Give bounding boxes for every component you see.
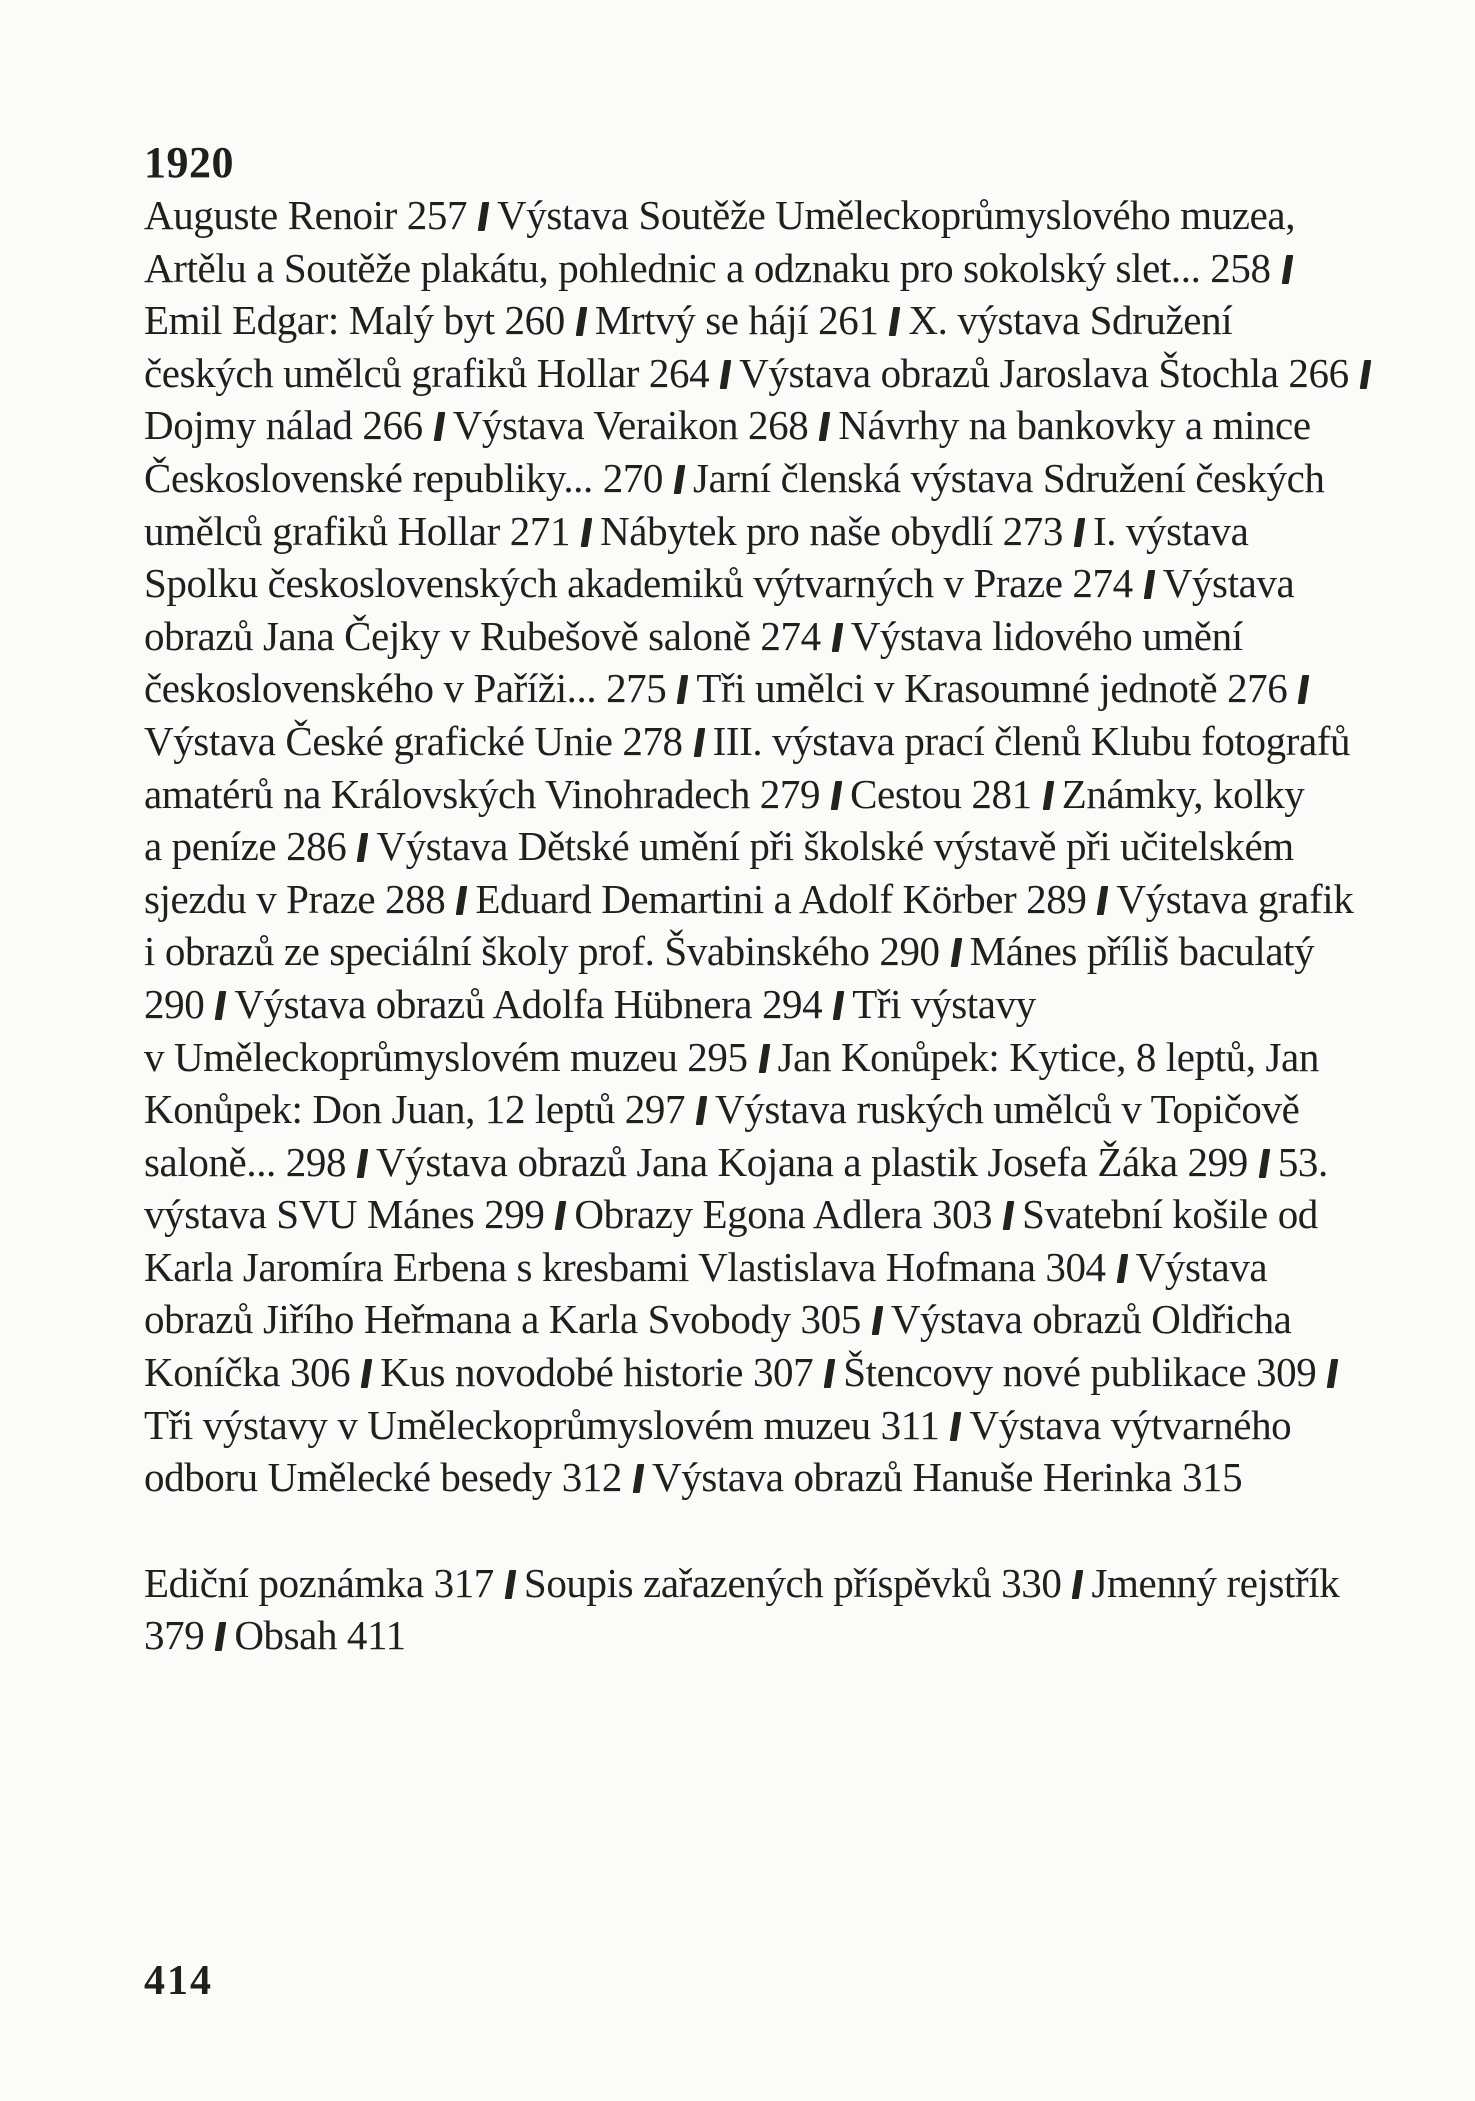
toc-line: [144, 399, 1434, 452]
toc-entry-text: Tři umělci v Krasoumné jednotě 276: [696, 665, 1288, 712]
toc-entry-text: Výstava České grafické Unie 278: [144, 717, 683, 764]
back-matter-line: [144, 1557, 1434, 1610]
entry-separator-bar: [215, 1622, 227, 1651]
toc-entry-text: Výstava: [1162, 560, 1295, 607]
toc-line: [144, 1451, 1434, 1504]
toc-entry-text: Svatební košile od: [1022, 1191, 1318, 1238]
entry-separator-bar: [633, 1464, 645, 1493]
toc-entry-text: výstava SVU Mánes 299: [144, 1191, 545, 1238]
entry-separator-bar: [357, 1149, 369, 1178]
toc-entry-text: Obsah 411: [234, 1612, 406, 1659]
toc-entry-text: Výstava výtvarného: [969, 1401, 1292, 1448]
toc-entry-text: Emil Edgar: Malý byt 260: [144, 297, 565, 344]
toc-entry-text: Obrazy Egona Adlera 303: [574, 1191, 993, 1238]
entry-separator-bar: [1003, 1201, 1015, 1230]
toc-entry-text: Artělu a Soutěže plakátu, pohlednic a odznaku pro sokolský slet... 258: [144, 244, 1271, 291]
toc-entry-text: Koníčka 306: [144, 1349, 351, 1396]
toc-entry-text: Výstava Soutěže Uměleckoprůmyslového muzea,: [497, 192, 1296, 238]
toc-entry-text: Eduard Demartini a Adolf Körber 289: [475, 875, 1087, 922]
toc-entry-text: českých umělců grafiků Hollar 264: [144, 349, 710, 396]
entry-separator-bar: [819, 412, 831, 441]
toc-line: [144, 715, 1434, 768]
toc-entry-text: I. výstava: [1092, 507, 1249, 554]
entry-separator-bar: [758, 1044, 770, 1073]
toc-line: [144, 452, 1434, 505]
toc-entry-text: 379: [144, 1612, 205, 1659]
toc-line: [144, 662, 1434, 715]
entry-separator-bar: [674, 465, 686, 494]
entry-separator-bar: [1259, 1149, 1271, 1178]
toc-entry-text: Karla Jaromíra Erbena s kresbami Vlastislava Hofmana 304: [144, 1243, 1106, 1290]
entry-separator-bar: [1298, 675, 1310, 704]
entry-separator-bar: [831, 623, 843, 652]
toc-entry-text: Výstava obrazů Oldřicha: [890, 1296, 1292, 1343]
toc-entry-text: amatérů na Královských Vinohradech 279: [144, 770, 821, 817]
toc-entry-text: umělců grafiků Hollar 271: [144, 507, 571, 554]
toc-section-1920: [144, 189, 1434, 1504]
toc-entry-text: Auguste Renoir 257: [144, 192, 468, 238]
entry-separator-bar: [1281, 255, 1293, 284]
entry-separator-bar: [433, 412, 445, 441]
toc-entry-text: Kus novodobé historie 307: [380, 1349, 814, 1396]
toc-line: [144, 557, 1434, 610]
toc-line: [144, 1188, 1434, 1241]
toc-entry-text: Mánes příliš baculatý: [969, 928, 1315, 975]
entry-separator-bar: [833, 991, 845, 1020]
entry-separator-bar: [555, 1201, 567, 1230]
toc-entry-text: Výstava obrazů Jana Kojana a plastik Josefa Žáka 299: [376, 1138, 1248, 1185]
entry-separator-bar: [696, 1096, 708, 1125]
toc-line: [144, 1293, 1434, 1346]
toc-line: [144, 610, 1434, 663]
back-matter-line: [144, 1609, 1434, 1662]
toc-entry-text: Výstava ruských umělců v Topičově: [715, 1086, 1300, 1133]
entry-separator-bar: [831, 781, 843, 810]
toc-entry-text: Dojmy nálad 266: [144, 402, 423, 449]
entry-separator-bar: [576, 307, 588, 336]
toc-entry-text: československého v Paříži... 275: [144, 665, 667, 712]
toc-line: [144, 189, 1434, 242]
toc-entry-text: Československé republiky... 270: [144, 454, 664, 501]
toc-line: [144, 294, 1434, 347]
toc-entry-text: Výstava Veraikon 268: [452, 402, 809, 449]
toc-entry-text: Mrtvý se hájí 261: [594, 297, 879, 344]
entry-separator-bar: [1042, 781, 1054, 810]
text-block: [144, 136, 1434, 1662]
entry-separator-bar: [693, 728, 705, 757]
toc-entry-text: saloně... 298: [144, 1138, 347, 1185]
entry-separator-bar: [1359, 360, 1371, 389]
toc-entry-text: i obrazů ze speciální školy prof. Švabinského 290: [144, 928, 940, 975]
entry-separator-bar: [872, 1306, 884, 1335]
entry-separator-bar: [361, 1359, 373, 1388]
entry-separator-bar: [581, 518, 593, 547]
toc-entry-text: Výstava grafik: [1116, 875, 1354, 922]
toc-entry-text: Ediční poznámka 317: [144, 1559, 494, 1606]
entry-separator-bar: [1097, 886, 1109, 915]
toc-line: [144, 768, 1434, 821]
entry-separator-bar: [1327, 1359, 1339, 1388]
toc-entry-text: v Uměleckoprůmyslovém muzeu 295: [144, 1033, 748, 1080]
toc-entry-text: X. výstava Sdružení: [908, 297, 1233, 344]
back-matter-section: [144, 1557, 1434, 1662]
toc-entry-text: III. výstava prací členů Klubu fotografů: [712, 717, 1351, 764]
toc-entry-text: Nábytek pro naše obydlí 273: [600, 507, 1063, 554]
entry-separator-bar: [1116, 1254, 1128, 1283]
entry-separator-bar: [889, 307, 901, 336]
toc-line: [144, 820, 1434, 873]
toc-entry-text: Jmenný rejstřík: [1091, 1559, 1340, 1606]
toc-entry-text: Konůpek: Don Juan, 12 leptů 297: [144, 1086, 686, 1133]
toc-line: [144, 1136, 1434, 1189]
entry-separator-bar: [1143, 570, 1155, 599]
toc-line: [144, 1083, 1434, 1136]
toc-line: [144, 347, 1434, 400]
toc-entry-text: Soupis zařazených příspěvků 330: [523, 1559, 1062, 1606]
entry-separator-bar: [478, 202, 490, 231]
year-heading: 1920: [144, 138, 234, 187]
toc-entry-text: Spolku československých akademiků výtvarných v Praze 274: [144, 560, 1133, 607]
toc-line: [144, 1399, 1434, 1452]
entry-separator-bar: [1072, 1570, 1084, 1599]
toc-entry-text: Výstava obrazů Jaroslava Štochla 266: [739, 349, 1349, 396]
entry-separator-bar: [1074, 518, 1086, 547]
toc-entry-text: Cestou 281: [850, 770, 1032, 817]
toc-entry-text: a peníze 286: [144, 823, 347, 870]
entry-separator-bar: [950, 938, 962, 967]
toc-line: [144, 873, 1434, 926]
toc-entry-text: sjezdu v Praze 288: [144, 875, 446, 922]
toc-entry-text: Výstava obrazů Adolfa Hübnera 294: [234, 980, 823, 1027]
toc-entry-text: Známky, kolky: [1061, 770, 1305, 817]
entry-separator-bar: [677, 675, 689, 704]
toc-line: [144, 925, 1434, 978]
entry-separator-bar: [720, 360, 732, 389]
toc-line: [144, 1346, 1434, 1399]
toc-line: [144, 242, 1434, 295]
toc-line: [144, 1031, 1434, 1084]
entry-separator-bar: [456, 886, 468, 915]
toc-entry-text: Návrhy na bankovky a mince: [838, 402, 1311, 449]
toc-entry-text: Výstava Dětské umění při školské výstavě při učitelském: [376, 823, 1294, 870]
entry-separator-bar: [950, 1412, 962, 1441]
entry-separator-bar: [215, 991, 227, 1020]
entry-separator-bar: [824, 1359, 836, 1388]
page-number: 414: [144, 1958, 213, 2004]
toc-entry-text: Výstava: [1135, 1243, 1268, 1290]
toc-line: [144, 1241, 1434, 1294]
toc-entry-text: 290: [144, 980, 205, 1027]
toc-entry-text: obrazů Jiřího Heřmana a Karla Svobody 305: [144, 1296, 861, 1343]
toc-entry-text: Tři výstavy: [852, 980, 1036, 1027]
toc-entry-text: Štencovy nové publikace 309: [843, 1349, 1317, 1396]
toc-entry-text: Tři výstavy v Uměleckoprůmyslovém muzeu 311: [144, 1401, 940, 1448]
toc-entry-text: 53.: [1277, 1138, 1328, 1185]
toc-entry-text: Jarní členská výstava Sdružení českých: [693, 454, 1325, 501]
entry-separator-bar: [505, 1570, 517, 1599]
toc-line: [144, 978, 1434, 1031]
toc-entry-text: Výstava lidového umění: [850, 612, 1243, 659]
toc-entry-text: odboru Umělecké besedy 312: [144, 1454, 623, 1501]
entry-separator-bar: [357, 833, 369, 862]
toc-entry-text: Jan Konůpek: Kytice, 8 leptů, Jan: [777, 1033, 1319, 1080]
toc-line: [144, 505, 1434, 558]
toc-entry-text: obrazů Jana Čejky v Rubešově saloně 274: [144, 612, 821, 659]
toc-entry-text: Výstava obrazů Hanuše Herinka 315: [652, 1454, 1243, 1501]
